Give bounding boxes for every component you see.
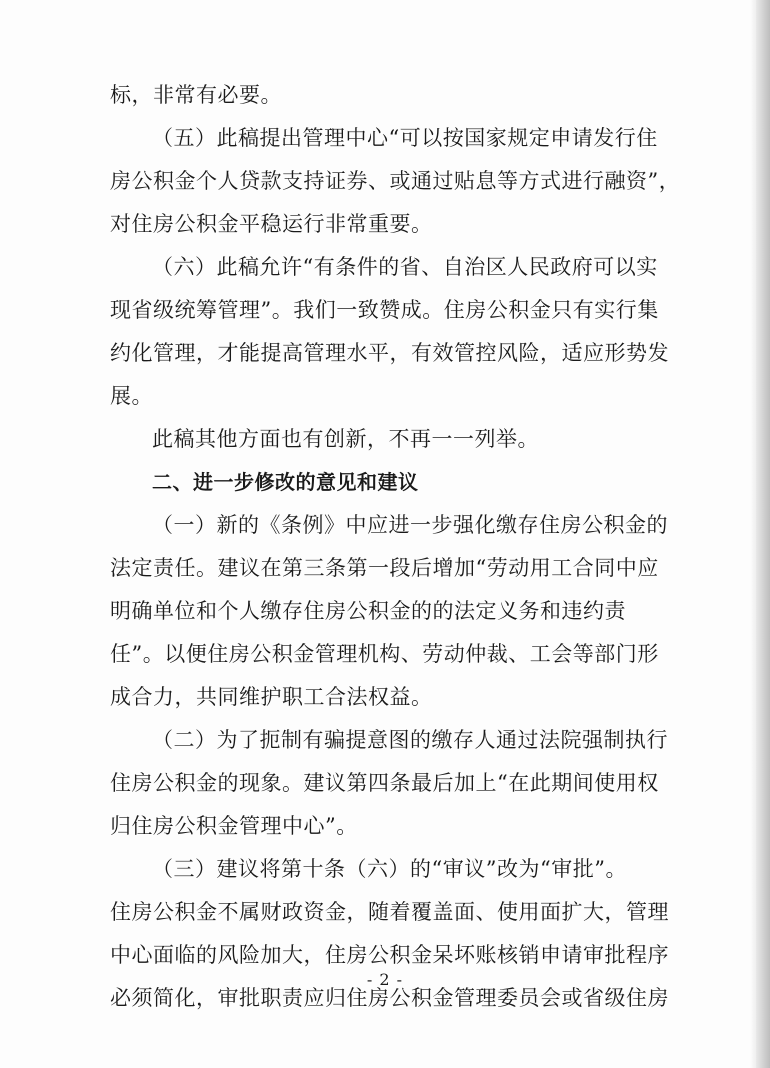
paragraph-line: 归住房公积金管理中心”。 [110, 814, 358, 838]
paragraph-line: （五）此稿提出管理中心“可以按国家规定申请发行住 [152, 126, 658, 150]
paragraph-line: 此稿其他方面也有创新，不再一一列举。 [152, 427, 539, 451]
paragraph-line: 明确单位和个人缴存住房公积金的的法定义务和违约责 [110, 599, 626, 623]
paragraph-line: （三）建议将第十条（六）的“审议”改为“审批”。 [152, 857, 627, 881]
paragraph-line: 房公积金个人贷款支持证券、或通过贴息等方式进行融资”， [110, 169, 681, 193]
document-body [110, 74, 681, 1020]
paragraph-line: 约化管理，才能提高管理水平，有效管控风险，适应形势发 [110, 341, 669, 365]
page-number: - 2 - [366, 970, 404, 989]
paragraph-line: （一）新的《条例》中应进一步强化缴存住房公积金的 [152, 513, 668, 537]
section-heading: 二、进一步修改的意见和建议 [152, 470, 419, 494]
scan-edge [756, 0, 770, 1068]
paragraph-line: 标，非常有必要。 [110, 83, 282, 107]
paragraph-line: 展。 [110, 384, 153, 408]
paragraph-line: 必须简化，审批职责应归住房公积金管理委员会或省级住房 [110, 986, 669, 1010]
paragraph-line: （二）为了扼制有骗提意图的缴存人通过法院强制执行 [152, 728, 668, 752]
paragraph-line: 对住房公积金平稳运行非常重要。 [110, 212, 433, 236]
paragraph-line: 任”。以便住房公积金管理机构、劳动仲裁、工会等部门形 [110, 642, 659, 666]
paragraph-line: 住房公积金不属财政资金，随着覆盖面、使用面扩大，管理 [110, 900, 669, 924]
paragraph-line: 住房公积金的现象。建议第四条最后加上“在此期间使用权 [110, 771, 659, 795]
paragraph-line: 成合力，共同维护职工合法权益。 [110, 685, 433, 709]
paragraph-line: 现省级统筹管理”。我们一致赞成。住房公积金只有实行集 [110, 298, 659, 322]
paragraph-line: 中心面临的风险加大，住房公积金呆坏账核销申请审批程序 [110, 943, 669, 967]
paragraph-line: （六）此稿允许“有条件的省、自治区人民政府可以实 [152, 255, 658, 279]
paragraph-line: 法定责任。建议在第三条第一段后增加“劳动用工合同中应 [110, 556, 659, 580]
